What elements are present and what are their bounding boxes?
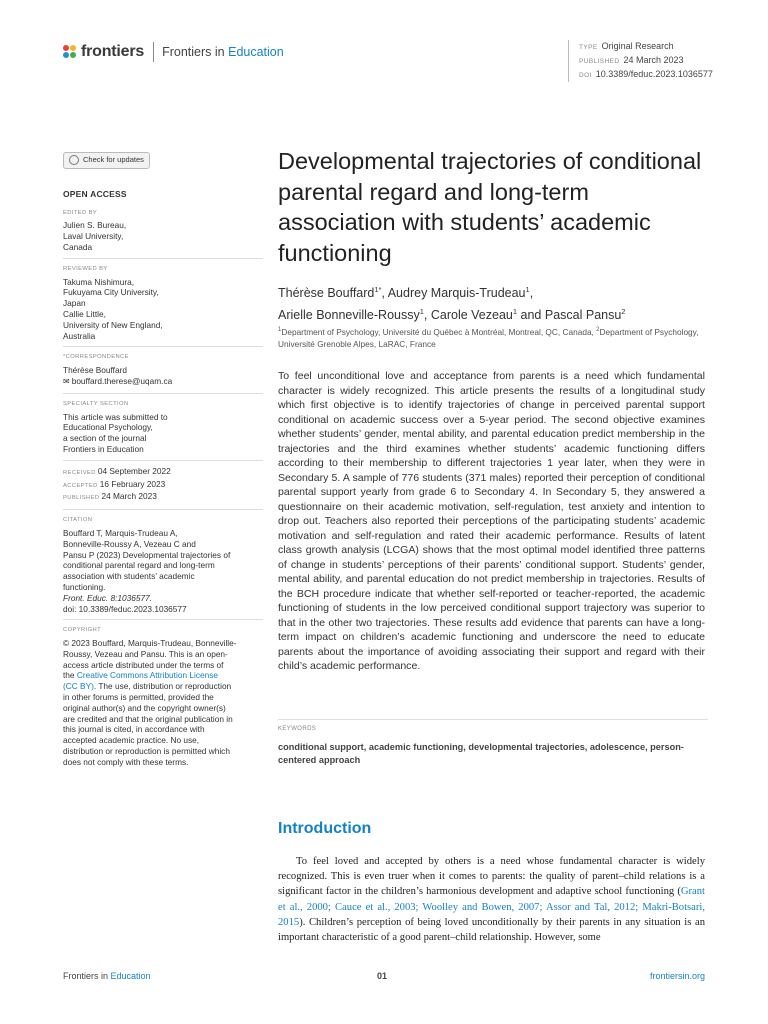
- affiliation-1: Department of Psychology, Université du Québec à Montréal, Montreal, QC, Canada,: [281, 326, 597, 337]
- keywords-list: conditional support, academic functioning, developmental trajectories, adolescence, person-centered approach: [278, 742, 684, 765]
- keywords-heading: KEYWORDS: [278, 726, 317, 732]
- copyright-text: . The use, distribution or reproduction: [93, 681, 232, 692]
- author-name: Arielle Bonneville-Roussy: [278, 307, 420, 322]
- copyright-line: in other forums is permitted, provided the: [63, 692, 214, 703]
- author-affil-sup: 2: [621, 306, 626, 316]
- correspondence-email[interactable]: bouffard.therese@uqam.ca: [71, 375, 173, 386]
- reviewer-line: Fukuyama City University,: [63, 287, 159, 298]
- author-name: Pascal Pansu: [544, 307, 622, 322]
- reviewer-line: Callie Little,: [63, 308, 106, 319]
- author-name: Audrey Marquis-Trudeau: [387, 286, 526, 301]
- author-separator: ,: [381, 286, 388, 301]
- copyright-line: Roussy, Vezeau and Pansu. This is an open-: [63, 648, 228, 659]
- copyright-license-line: [63, 670, 263, 681]
- correspondence-email-row[interactable]: [63, 376, 263, 388]
- affiliation-2: Department of Psychology, Université Grenoble Alpes, LaRAC, France: [278, 326, 699, 349]
- citation-line: functioning.: [63, 581, 106, 592]
- citation-journal-line: [63, 593, 263, 604]
- author-separator: ,: [423, 307, 431, 322]
- section-heading: REVIEWED BY: [63, 265, 108, 272]
- specialty-line: This article was submitted to: [63, 411, 168, 422]
- date-label: ACCEPTED: [63, 482, 98, 489]
- author-name: Thérèse Bouffard: [278, 286, 375, 301]
- section-heading: CITATION: [63, 517, 93, 524]
- page-header: [63, 40, 713, 80]
- mail-icon: ✉: [63, 376, 70, 386]
- accepted-date: [63, 479, 263, 492]
- citation: [63, 515, 263, 614]
- refresh-icon: [69, 155, 79, 165]
- reviewer-line: University of New England,: [63, 319, 163, 330]
- footer-journal-prefix: Frontiers in: [63, 971, 111, 981]
- cc-by-link[interactable]: (CC BY): [63, 681, 94, 692]
- footer-journal-name: Education: [110, 971, 151, 981]
- author-separator: ,: [529, 286, 534, 301]
- section-heading: EDITED BY: [63, 209, 98, 216]
- affiliations: [278, 324, 708, 350]
- author-separator: and: [517, 307, 545, 322]
- divider: [63, 346, 263, 347]
- copyright-line: distribution or reproduction is permitted which: [63, 746, 230, 757]
- citation-line: Pansu P (2023) Developmental trajectories of: [63, 549, 231, 560]
- author-list: [278, 281, 708, 324]
- correspondence: [63, 352, 263, 387]
- section-heading: *CORRESPONDENCE: [63, 354, 129, 361]
- footer-site-link[interactable]: frontiersin.org: [649, 971, 705, 981]
- divider: [63, 393, 263, 394]
- specialty-section: [63, 399, 263, 455]
- section-heading: COPYRIGHT: [63, 627, 102, 634]
- affil-sup: 1: [278, 327, 282, 333]
- meta-value: Original Research: [601, 41, 674, 51]
- doi-link[interactable]: 10.3389/feduc.2023.1036577: [595, 69, 713, 79]
- frontiers-logo-icon: [63, 45, 77, 59]
- article-sidebar: [63, 152, 263, 773]
- author[interactable]: [278, 308, 424, 322]
- author[interactable]: [545, 308, 626, 322]
- date-label: PUBLISHED: [63, 495, 100, 502]
- author[interactable]: [278, 286, 381, 300]
- affil-sup: 2: [596, 327, 600, 333]
- open-access-label: OPEN ACCESS: [63, 188, 127, 199]
- reviewer-line: Japan: [63, 298, 86, 309]
- citation-line: conditional parental regard and long-term: [63, 560, 215, 571]
- copyright-line: original author(s) and the copyright owner(s): [63, 702, 226, 713]
- citation-line: Bouffard T, Marquis-Trudeau A,: [63, 527, 178, 538]
- article-dates: [63, 466, 263, 504]
- copyright-line: accepted academic practice. No use,: [63, 735, 200, 746]
- check-updates-button[interactable]: [63, 152, 150, 169]
- citation-line: Bonneville-Roussy A, Vezeau C and: [63, 538, 196, 549]
- body-text: To feel loved and accepted by others is a need whose fundamental character is widely recognized. This is even truer when it comes to parents: the quality of parent–child relations is a significant factor in the children’s harmonious development and adaptive school functioning (: [278, 856, 705, 898]
- edited-by: [63, 208, 263, 253]
- author-affil-sup: 1: [512, 306, 518, 316]
- body-text: ). Children’s perception of being loved unconditionally by their parents in any situation is an important characteristic of a good parent–child relationship. However, some: [278, 916, 705, 944]
- copyright-line: are credited and that the original publication in: [63, 713, 233, 724]
- meta-label: TYPE: [579, 44, 598, 51]
- journal-name: [162, 45, 284, 59]
- divider: [63, 258, 263, 259]
- author-name: Carole Vezeau: [430, 307, 513, 322]
- copyright-line: does not comply with these terms.: [63, 756, 189, 767]
- date-value: 24 March 2023: [101, 491, 157, 502]
- reviewed-by: [63, 264, 263, 342]
- page-number: 01: [377, 971, 388, 981]
- author-affil-sup: 1: [525, 285, 530, 294]
- copyright-text: the: [63, 670, 77, 681]
- author-affil-sup: 1*: [374, 285, 382, 294]
- meta-label: DOI: [579, 72, 592, 79]
- divider: [63, 619, 263, 620]
- citation-line: association with students’ academic: [63, 571, 195, 582]
- reviewer-line: Australia: [63, 330, 96, 341]
- editor-line: Julien S. Bureau,: [63, 220, 127, 231]
- brand-name: frontiers: [81, 43, 145, 60]
- date-label: RECEIVED: [63, 469, 96, 476]
- license-link[interactable]: Creative Commons Attribution License: [76, 670, 218, 681]
- divider: [63, 460, 263, 461]
- section-heading: SPECIALTY SECTION: [63, 400, 129, 407]
- check-updates-label: Check for updates: [83, 155, 144, 164]
- specialty-line: Frontiers in Education: [63, 443, 144, 454]
- meta-value: 24 March 2023: [623, 55, 684, 65]
- meta-published: [579, 54, 713, 68]
- keywords-section: [278, 719, 708, 767]
- citation-journal: Front. Educ.: [63, 592, 109, 603]
- journal-prefix: Frontiers in: [162, 45, 229, 59]
- footer-journal[interactable]: [63, 971, 151, 981]
- date-value: 04 September 2022: [97, 465, 171, 476]
- received-date: [63, 466, 263, 479]
- logo-divider: [153, 42, 154, 62]
- correspondence-name: Thérèse Bouffard: [63, 365, 127, 376]
- meta-doi[interactable]: [579, 68, 713, 82]
- introduction-heading: Introduction: [278, 820, 372, 837]
- reviewer-line: Takuma Nishimura,: [63, 276, 135, 287]
- copyright: [63, 625, 263, 767]
- article-meta: [568, 40, 713, 82]
- citation-doi[interactable]: doi: 10.3389/feduc.2023.1036577: [63, 603, 187, 614]
- copyright-license-line-2: [63, 681, 263, 692]
- introduction-paragraph: [278, 854, 705, 945]
- citation-links[interactable]: Grant et al., 2000; Cauce et al., 2003; Woolley and Bowen, 2007; Assor and Tal, 2012; Makri-Botsari, 2015: [278, 886, 705, 928]
- article-title: Developmental trajectories of conditional parental regard and long-term association with students’ academic functioning: [278, 148, 702, 266]
- specialty-line: Educational Psychology,: [63, 422, 153, 433]
- citation-volume: 8:1036577.: [108, 592, 153, 603]
- specialty-line: a section of the journal: [63, 433, 147, 444]
- published-date: [63, 491, 263, 504]
- divider: [63, 509, 263, 510]
- copyright-line: access article distributed under the terms of: [63, 659, 224, 670]
- editor-line: Canada: [63, 241, 93, 252]
- author[interactable]: [431, 308, 517, 322]
- meta-type: [579, 40, 713, 54]
- editor-line: Laval University,: [63, 231, 124, 242]
- publisher-logo[interactable]: [63, 42, 284, 62]
- journal-title: Education: [228, 45, 284, 59]
- meta-label: PUBLISHED: [579, 58, 620, 65]
- author-affil-sup: 1: [419, 306, 424, 316]
- date-value: 16 February 2023: [99, 478, 166, 489]
- author[interactable]: [388, 286, 530, 300]
- abstract: To feel unconditional love and acceptance from parents is a need which fundamental character is widely recognized. This article presents the results of a longitudinal study which first objective is to identify trajectories of change in perceived parental support conditional on academic success over a 5-year period. The second objective examines whether students’ gender, mental ability, and parental education predict membership in the trajectories and the third examines whether students’ academic functioning differs according to their membership to different trajectories 1 year later, when they were in Secondary 5. A sample of 776 students (371 males) reported their perception of conditional parental support yearly from grade 6 to Secondary 4. In Secondary 5, they answered a questionnaire on their academic motivation, self-regulation, test anxiety and intention to drop out. Teachers also reported their perceptions of the participating students’ academic motivation and self-regulation and rated their academic performance. Results of latent class growth analysis (LCGA) shows that the most optimal model identified three patterns of change in students’ perceptions of their parents’ conditional support. Students’ gender, mental ability, and parental education do not predict membership in trajectories. Results of the BCH procedure indicate that whether self-reported or teacher-reported, the academic functioning of students in the low perceived conditional support trajectory was superior to that in the other two trajectories. These results add evidence that parents can have a long-term impact on children’s academic functioning and underscore the need to educate parents about the importance of avoiding associating their support and regard with their child’s academic performance.: [278, 370, 705, 672]
- copyright-line: © 2023 Bouffard, Marquis-Trudeau, Bonneville-: [63, 638, 237, 649]
- copyright-line: this journal is cited, in accordance with: [63, 724, 205, 735]
